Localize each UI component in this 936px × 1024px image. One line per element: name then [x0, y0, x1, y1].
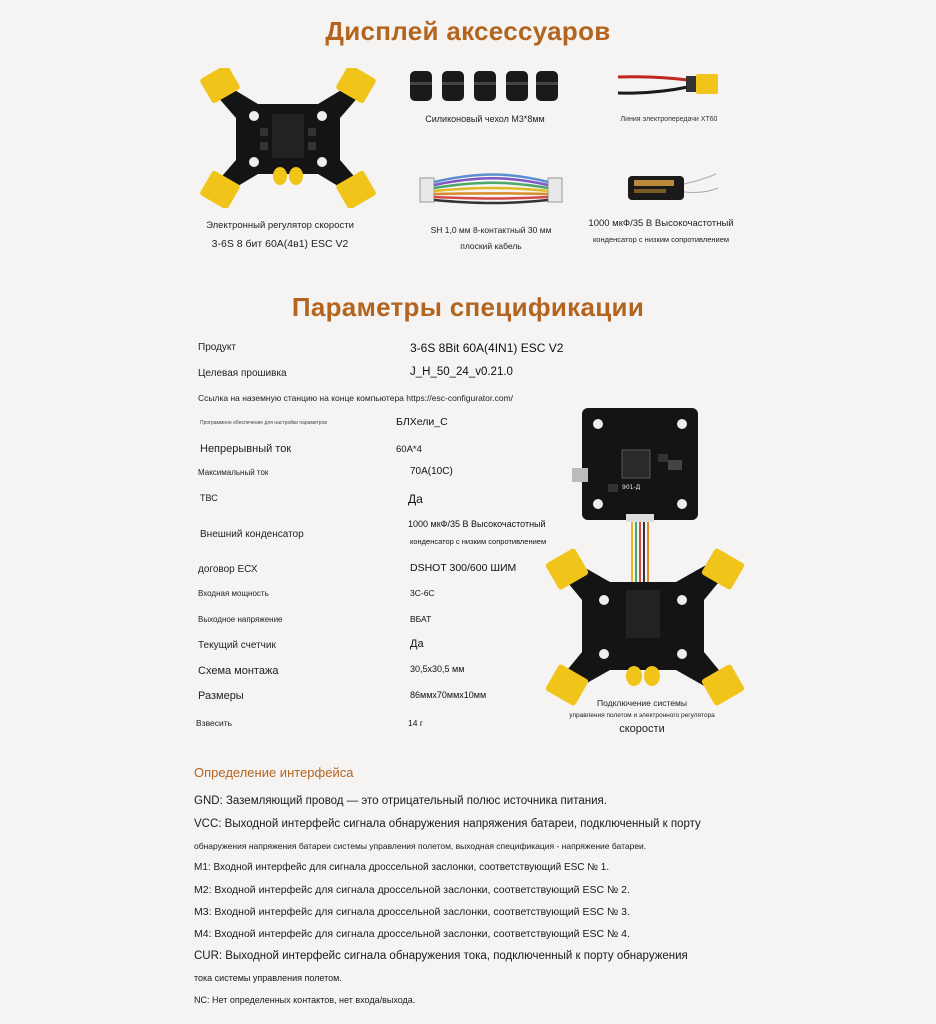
fc-caption-line1: Подключение системы [597, 698, 687, 708]
spec-label-tvs: ТВС [200, 493, 218, 503]
fc-caption-line2: управления полетом и электронного регулятора [569, 712, 715, 719]
spec-label-external-capacitor: Внешний конденсатор [200, 529, 304, 540]
interface-title: Определение интерфейса [194, 765, 354, 780]
spec-label-dimensions: Размеры [198, 690, 244, 702]
spec-label-product: Продукт [198, 342, 236, 353]
spec-label-esc-protocol: договор ЕСХ [198, 564, 258, 575]
sleeve-caption: Силиконовый чехол M3*8мм [425, 114, 545, 124]
spec-value-current-meter: Да [410, 638, 424, 650]
interface-line-m1: M1: Входной интерфейс для сигнала дроссельной заслонки, соответствующий ESC № 1. [194, 862, 610, 873]
esc-caption-line2: 3-6S 8 бит 60A(4в1) ESC V2 [211, 238, 349, 250]
capacitor-caption [576, 216, 746, 248]
capacitor-caption-line2: конденсатор с низким сопротивлением [592, 235, 730, 244]
interface-line-m2: M2: Входной интерфейс для сигнала дроссельной заслонки, соответствующий ESC № 2. [194, 884, 630, 896]
flat-cable-caption-line1: SH 1,0 мм 8-контактный 30 мм [430, 225, 552, 235]
capacitor-image [624, 170, 720, 206]
spec-value-continuous-current: 60A*4 [396, 444, 422, 455]
spec-value-firmware: J_H_50_24_v0.21.0 [410, 366, 513, 378]
spec-value-esc-protocol: DSHOT 300/600 ШИМ [410, 562, 517, 574]
interface-line-nc: NC: Нет определенных контактов, нет входа/выхода. [194, 995, 416, 1005]
spec-label-max-current: Максимальный ток [198, 468, 269, 477]
spec-value-product: 3-6S 8Bit 60A(4IN1) ESC V2 [410, 341, 564, 355]
spec-label-current-meter: Текущий счетчик [198, 640, 276, 651]
interface-line-gnd: GND: Заземляющий провод — это отрицательный полюс источника питания. [194, 795, 607, 807]
interface-line-vcc-cont: обнаружения напряжения батареи системы управления полетом, выходная спецификация - напряжение батареи. [194, 841, 647, 851]
spec-label-output-voltage: Выходное напряжение [198, 615, 283, 624]
spec-value-output-voltage: ВБАТ [410, 614, 432, 624]
interface-line-cur-cont: тока системы управления полетом. [194, 973, 342, 983]
spec-value-config-software: БЛХели_С [396, 416, 448, 428]
interface-line-vcc: VCC: Выходной интерфейс сигнала обнаружения напряжения батареи, подключенный к порту [194, 818, 701, 830]
spec-value-tvs: Да [408, 492, 423, 506]
flat-cable-caption-line2: плоский кабель [460, 241, 522, 251]
spec-label-input-power: Входная мощность [198, 589, 269, 598]
accessories-title: Дисплей аксессуаров [325, 16, 611, 46]
spec-label-ground-station: Ссылка на наземную станцию на конце компьютера https://esc-configurator.com/ [198, 393, 514, 403]
spec-label-continuous-current: Непрерывный ток [200, 443, 292, 455]
interface-line-cur: CUR: Выходной интерфейс сигнала обнаружения тока, подключенный к порту обнаружения [194, 950, 688, 962]
spec-label-firmware: Целевая прошивка [198, 368, 287, 379]
spec-value-external-capacitor: 1000 мкФ/35 В Высокочастотный [408, 519, 546, 529]
spec-label-weight: Взвесить [196, 718, 233, 728]
spec-value-dimensions: 86ммх70ммх10мм [410, 690, 487, 700]
spec-label-config-software: Программное обеспечение для настройки параметров [200, 420, 328, 426]
xt60-caption: Линия электропередачи XT60 [620, 116, 718, 123]
spec-value-weight: 14 г [408, 718, 423, 728]
spec-label-mounting: Схема монтажа [198, 665, 279, 677]
spec-value-max-current: 70A(10C) [410, 466, 453, 477]
esc-caption-line1: Электронный регулятор скорости [206, 220, 354, 231]
fc-caption-line3: скорости [619, 723, 665, 735]
spec-table [0, 0, 564, 740]
spec-value-external-capacitor-line2: конденсатор с низким сопротивлением [410, 537, 547, 546]
spec-value-mounting: 30,5x30,5 мм [410, 664, 465, 674]
fc-chip-label: 901-Д [622, 484, 641, 491]
capacitor-caption-line1: 1000 мкФ/35 В Высокочастотный [588, 218, 734, 229]
xt60-cable-image [614, 70, 720, 100]
interface-line-m4: M4: Входной интерфейс для сигнала дроссельной заслонки, соответствующий ESC № 4. [194, 928, 630, 940]
fc-caption [556, 697, 728, 737]
fc-esc-stack-image [546, 404, 746, 708]
interface-line-m3: M3: Входной интерфейс для сигнала дроссельной заслонки, соответствующий ESC № 3. [194, 906, 630, 918]
spec-value-input-power: 3С-6С [410, 588, 435, 598]
specs-title: Параметры спецификации [291, 292, 645, 322]
